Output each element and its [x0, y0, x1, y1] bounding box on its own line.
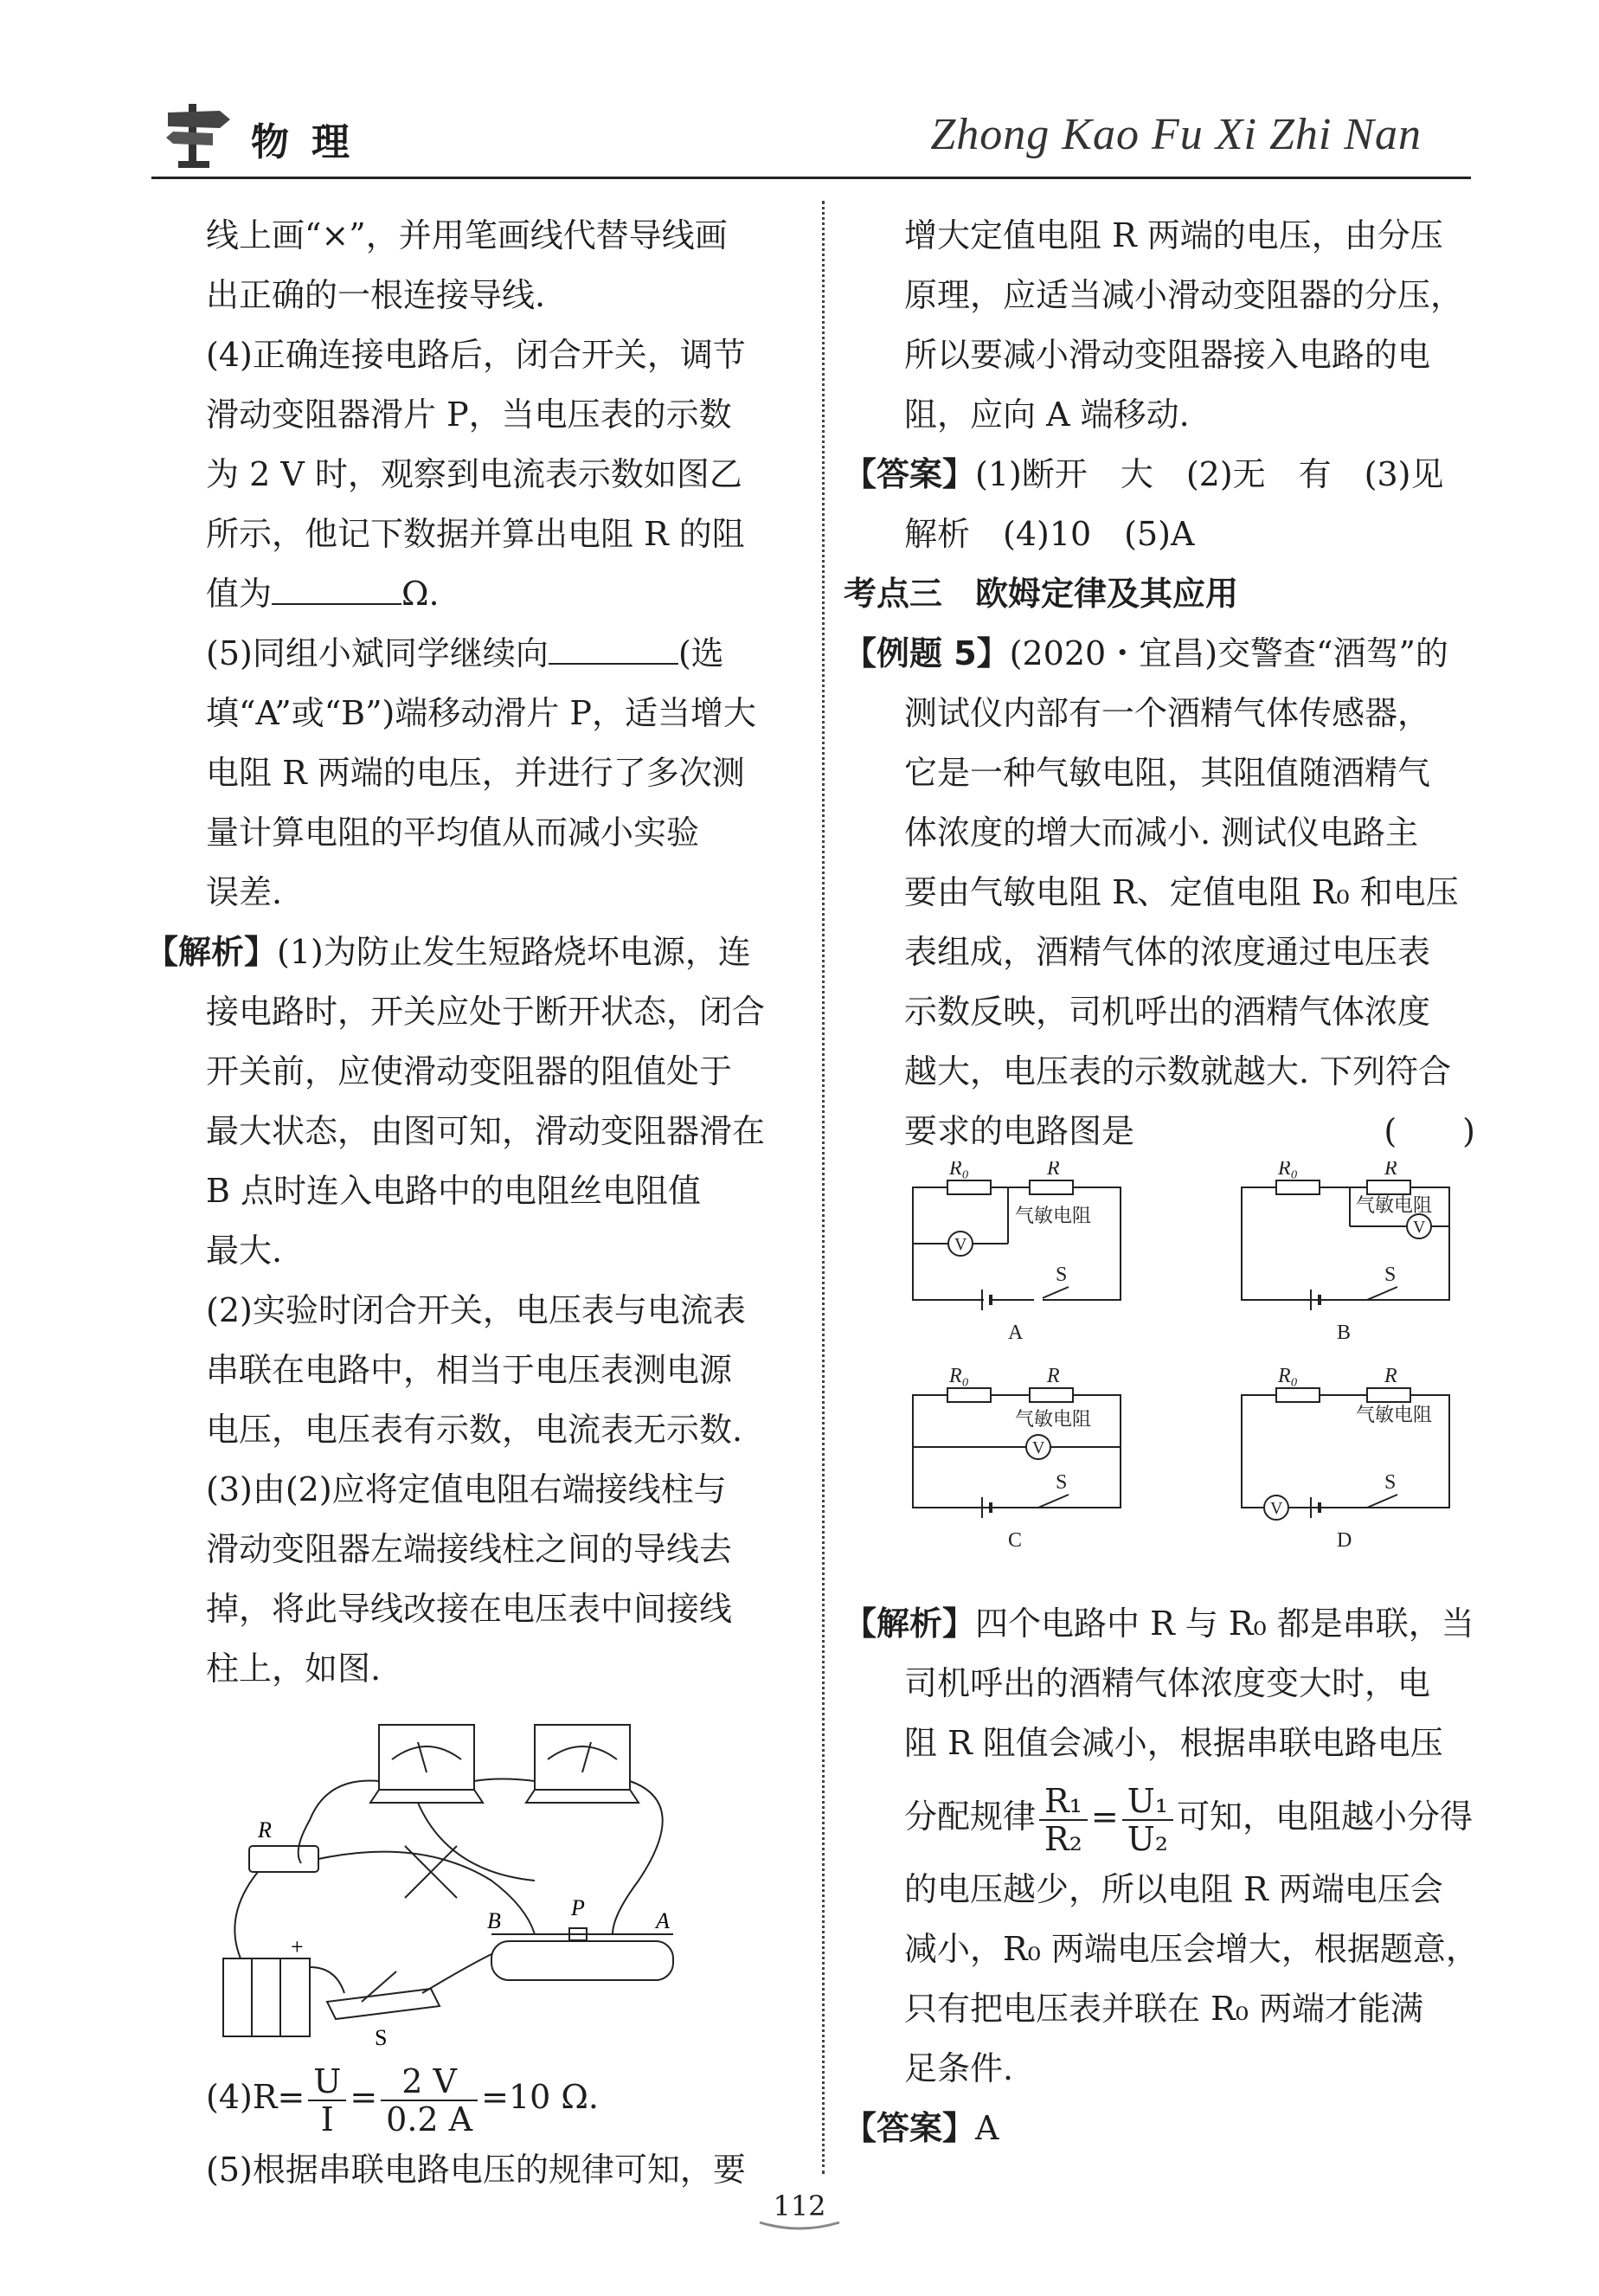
text-fragment: 四个电路中 R 与 R₀ 都是串联，当 — [975, 1605, 1474, 1643]
text-line: 滑动变阻器滑片 P，当电压表的示数 — [206, 396, 732, 434]
text-line: 串联在电路中，相当于电压表测电源 — [206, 1351, 733, 1389]
fraction-numerator: U — [308, 2063, 346, 2101]
text-fragment: = — [350, 2078, 378, 2116]
header-subject: 物理 — [251, 120, 372, 164]
text-line: B 点时连入电路中的电阻丝电阻值 — [206, 1172, 702, 1210]
label-sensor: 气敏电阻 — [1356, 1405, 1433, 1426]
fraction — [381, 2063, 478, 2138]
text-line: 滑动变阻器左端接线柱之间的导线去 — [206, 1530, 733, 1568]
voltmeter-meter — [535, 1725, 630, 1790]
text-line: 它是一种气敏电阻，其阻值随酒精气 — [904, 754, 1431, 792]
text-fragment: (选 — [677, 634, 724, 672]
figure-label-plus: + — [291, 1934, 304, 1959]
header-rule — [151, 177, 1471, 179]
text-fragment: = — [1090, 1798, 1119, 1836]
text-line: 越大，电压表的示数就越大. 下列符合 — [904, 1052, 1452, 1090]
option-label-A: A — [1008, 1322, 1024, 1344]
figure-label-B: B — [487, 1908, 501, 1933]
text-line: 阻，应向 A 端移动. — [904, 396, 1190, 434]
apparatus-figure — [206, 1708, 777, 2054]
text-fragment: Ω. — [401, 575, 440, 613]
text-line: 线上画“×”，并用笔画线代替导线画 — [206, 216, 728, 254]
text-line — [904, 1102, 1475, 1161]
text-line: 表组成，酒精气体的浓度通过电压表 — [904, 933, 1431, 971]
label-R0: R₀ — [1278, 1365, 1299, 1387]
text-line: 所以要减小滑动变阻器接入电路的电 — [904, 336, 1431, 374]
text-line: 司机呼出的酒精气体浓度变大时，电 — [904, 1664, 1431, 1702]
text-line — [844, 624, 1475, 684]
text-line: 接电路时，开关应处于断开状态，闭合 — [206, 993, 766, 1031]
rheostat — [491, 1941, 673, 1980]
label-R: R — [1384, 1365, 1397, 1387]
label-V: V — [1032, 1438, 1045, 1457]
label-R: R — [1047, 1161, 1060, 1180]
text-line: 示数反映，司机呼出的酒精气体浓度 — [904, 993, 1431, 1031]
label-R0: R₀ — [949, 1161, 970, 1180]
fraction-numerator: R₁ — [1039, 1783, 1088, 1821]
text-line: (2)实验时闭合开关，电压表与电流表 — [206, 1291, 746, 1329]
text-line: 开关前，应使滑动变阻器的阻值处于 — [206, 1052, 733, 1090]
figure-label-P: P — [571, 1895, 585, 1920]
text-line: 体浓度的增大而减小. 测试仪电路主 — [904, 814, 1419, 852]
text-line — [206, 624, 777, 684]
fraction-numerator: 2 V — [381, 2063, 478, 2101]
text-line — [844, 445, 1475, 505]
fraction-denominator: 0.2 A — [386, 2100, 473, 2138]
text-line: 的电压越少，所以电阻 R 两端电压会 — [904, 1870, 1443, 1908]
label-R0: R₀ — [1278, 1161, 1299, 1180]
text-line: 只有把电压表并联在 R₀ 两端才能满 — [904, 1990, 1424, 2028]
label-R0: R₀ — [949, 1365, 970, 1387]
text-line: 填“A”或“B”)端移动滑片 P，适当增大 — [206, 694, 756, 732]
text-fragment: 值为 — [206, 575, 273, 613]
text-line: 为 2 V 时，观察到电流表示数如图乙 — [206, 455, 742, 493]
label-V: V — [1270, 1499, 1283, 1518]
text-fragment: A — [975, 2109, 999, 2147]
text-fragment: =10 Ω. — [481, 2078, 599, 2116]
label-S: S — [1384, 1264, 1397, 1286]
option-label-C: C — [1008, 1529, 1023, 1552]
text-fragment: (1)断开 大 (2)无 有 (3)见 — [975, 455, 1444, 493]
text-line: 减小，R₀ 两端电压会增大，根据题意， — [904, 1930, 1479, 1968]
text-line: 解析 (4)10 (5)A — [904, 515, 1195, 553]
circuit-C — [913, 1388, 1121, 1518]
battery-pack — [223, 1958, 310, 2036]
text-line: 电压，电压表有示数，电流表无示数. — [206, 1411, 743, 1449]
text-fragment: (1)为防止发生短路烧坏电源，连 — [277, 933, 751, 971]
circuit-options-figure — [896, 1161, 1484, 1594]
fraction — [1039, 1783, 1088, 1857]
text-line: 要由气敏电阻 R、定值电阻 R₀ 和电压 — [904, 873, 1459, 911]
header-series-title: Zhong Kao Fu Xi Zhi Nan — [930, 110, 1422, 159]
label-S: S — [1056, 1471, 1068, 1494]
right-column — [844, 206, 1479, 2158]
text-line: 足条件. — [904, 2049, 1014, 2087]
label-V: V — [954, 1235, 967, 1254]
label-R: R — [1384, 1161, 1397, 1180]
example-tag: 【例题 5】 — [844, 634, 1010, 672]
formula-line — [206, 2054, 777, 2140]
text-line: (4)正确连接电路后，闭合开关，调节 — [206, 336, 746, 374]
label-R: R — [1047, 1365, 1060, 1387]
option-label-B: B — [1337, 1322, 1352, 1344]
text-line: 最大状态，由图可知，滑动变阻器滑在 — [206, 1112, 766, 1150]
text-line: (3)由(2)应将定值电阻右端接线柱与 — [206, 1470, 727, 1508]
label-sensor: 气敏电阻 — [1015, 1409, 1092, 1431]
answer-paren: ( ) — [1384, 1112, 1475, 1150]
text-line: 所示，他记下数据并算出电阻 R 的阻 — [206, 515, 745, 553]
page-number: 112 — [773, 2190, 826, 2222]
label-V: V — [1413, 1218, 1426, 1237]
text-line: 掉，将此导线改接在电压表中间接线 — [206, 1590, 733, 1628]
figure-label-R: R — [258, 1817, 272, 1843]
text-fragment: (4)R= — [206, 2078, 305, 2116]
answer-tag: 【答案】 — [844, 455, 976, 493]
answer-tag: 【答案】 — [844, 2109, 976, 2147]
fraction-numerator: U₁ — [1122, 1783, 1173, 1821]
text-line: 电阻 R 两端的电压，并进行了多次测 — [206, 754, 745, 792]
text-line — [145, 923, 777, 982]
circuit-A — [913, 1180, 1121, 1310]
formula-line — [904, 1773, 1475, 1860]
text-line: 柱上，如图. — [206, 1650, 382, 1688]
column-divider — [822, 201, 825, 2174]
text-line: 出正确的一根连接导线. — [206, 276, 546, 314]
text-fragment: 可知，电阻越小分得 — [1176, 1798, 1473, 1836]
text-fragment: 分配规律 — [904, 1798, 1037, 1836]
text-line: 最大. — [206, 1232, 283, 1270]
fraction-denominator: R₂ — [1044, 1819, 1082, 1858]
fraction-denominator: I — [320, 2100, 334, 2138]
text-line: 增大定值电阻 R 两端的电压，由分压 — [904, 216, 1443, 254]
resistor-block — [249, 1846, 318, 1872]
text-line: 原理，应适当减小滑动变阻器的分压， — [904, 276, 1464, 314]
label-S: S — [1056, 1264, 1068, 1286]
figure-label-S: S — [375, 2025, 388, 2050]
fraction — [1122, 1783, 1173, 1857]
ammeter-meter — [379, 1725, 474, 1790]
signpost-icon — [164, 100, 242, 170]
analysis-tag: 【解析】 — [844, 1605, 976, 1643]
text-fragment: (2020・宜昌)交警查“酒驾”的 — [1009, 634, 1448, 672]
text-line: (5)根据串联电路电压的规律可知，要 — [206, 2151, 746, 2189]
section-heading: 考点三 欧姆定律及其应用 — [844, 575, 1239, 613]
answer-blank — [549, 628, 678, 665]
analysis-tag: 【解析】 — [145, 933, 278, 971]
text-line — [844, 1594, 1475, 1654]
text-line — [844, 2099, 1475, 2158]
text-fragment: (5)同组小斌同学继续向 — [206, 634, 549, 672]
figure-label-A: A — [656, 1908, 670, 1933]
left-column — [145, 206, 777, 2200]
fraction-denominator: U₂ — [1127, 1819, 1168, 1858]
fraction — [308, 2063, 346, 2138]
text-line: 测试仪内部有一个酒精气体传感器， — [904, 694, 1431, 732]
text-line — [206, 564, 777, 624]
text-fragment: 要求的电路图是 — [904, 1112, 1135, 1150]
answer-blank — [272, 569, 401, 605]
option-label-D: D — [1337, 1529, 1352, 1552]
text-line: 误差. — [206, 873, 283, 911]
label-sensor: 气敏电阻 — [1015, 1206, 1092, 1227]
label-S: S — [1384, 1471, 1397, 1494]
text-line: 阻 R 阻值会减小，根据串联电路电压 — [904, 1724, 1443, 1762]
text-line: 量计算电阻的平均值从而减小实验 — [206, 814, 700, 852]
label-sensor: 气敏电阻 — [1356, 1195, 1433, 1217]
